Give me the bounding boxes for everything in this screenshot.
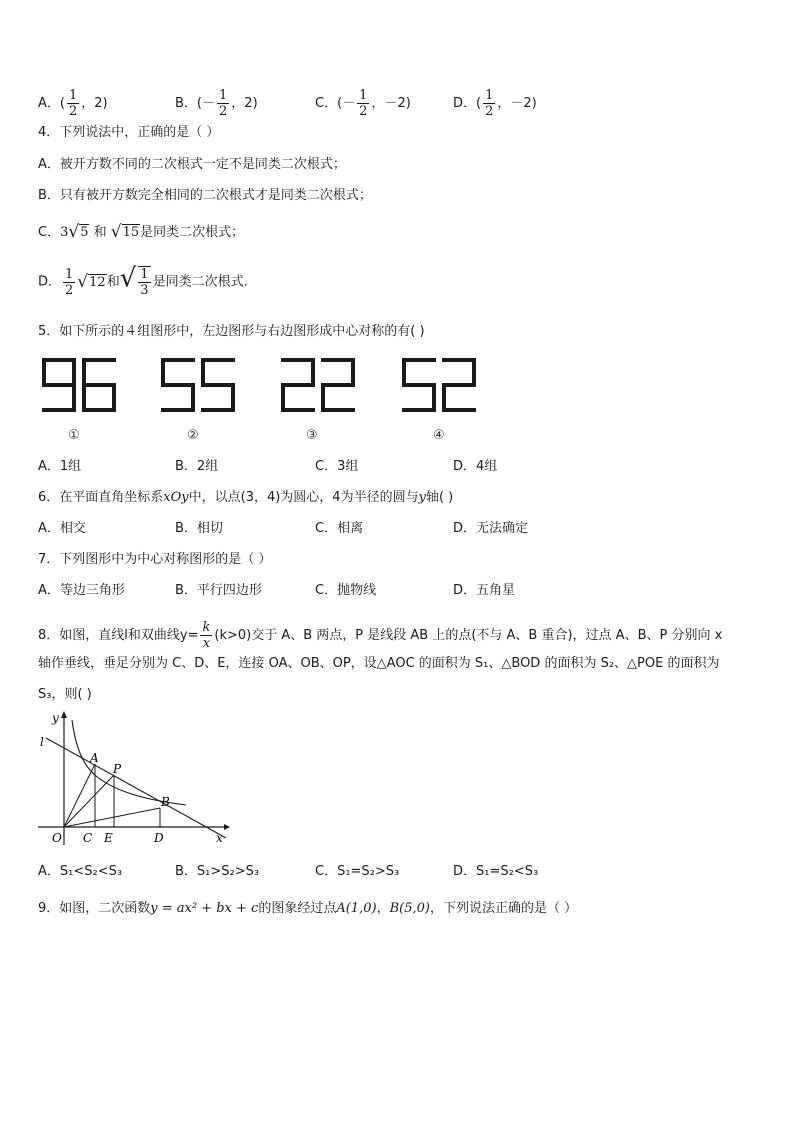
option-tail: ，2) xyxy=(231,96,258,111)
q4-option-a: A．被开方数不同的二次根式一定不是同类二次根式； xyxy=(38,157,346,172)
q4-option-c xyxy=(38,223,244,242)
option-letter: D．( xyxy=(453,96,482,111)
label-P: P xyxy=(113,762,122,776)
fraction xyxy=(357,88,369,119)
stem-variable: y xyxy=(418,490,426,505)
q8-stem-line3: S₃，则( ) xyxy=(38,687,92,702)
option-tail: ，－2) xyxy=(371,96,411,111)
q7-option-c: C．抛物线 xyxy=(315,583,377,598)
q3-option-d xyxy=(453,88,537,119)
denominator: 2 xyxy=(65,282,74,298)
q3-option-a xyxy=(38,88,108,119)
fraction xyxy=(483,88,495,119)
denominator: 2 xyxy=(485,104,494,119)
q7-option-d: D．五角星 xyxy=(453,583,516,598)
point-b: B(5,0) xyxy=(389,901,430,916)
label-x: x xyxy=(216,831,223,845)
conjunction: 和 xyxy=(106,274,120,290)
option-letter: C．( xyxy=(315,96,343,111)
stem-text: (k>0)交于 A、B 两点，P 是线段 AB 上的点(不与 A、B 重合)，过点 A、B、P 分别向 x xyxy=(214,628,723,643)
segment-OB xyxy=(64,808,160,827)
q4-option-d xyxy=(38,263,248,298)
q7-option-a: A．等边三角形 xyxy=(38,583,125,598)
option-letter: C． xyxy=(38,225,61,240)
digit-pair-2 xyxy=(163,360,233,410)
label-B: B xyxy=(161,795,170,809)
radicand: 5 xyxy=(80,225,89,240)
option-suffix: 是同类二次根式； xyxy=(140,225,245,240)
q7-option-b: B．平行四边形 xyxy=(175,583,262,598)
q5-option-c: C．3组 xyxy=(315,459,359,474)
q5-option-a: A．1组 xyxy=(38,459,82,474)
x-axis-arrow xyxy=(224,824,230,830)
option-suffix: 是同类二次根式. xyxy=(152,274,248,290)
point-a: A(1,0) xyxy=(336,901,377,916)
function-expression: y = ax² + bx + c xyxy=(150,901,259,916)
numerator: 1 xyxy=(68,88,78,103)
fraction xyxy=(200,620,212,651)
q5-figure-label-3: ③ xyxy=(306,428,318,443)
segment-OA xyxy=(64,764,95,827)
fraction xyxy=(217,88,229,119)
segment-OP xyxy=(64,775,114,827)
q6-option-d: D．无法确定 xyxy=(453,521,529,536)
option-letter: B．( xyxy=(175,96,202,111)
label-y: y xyxy=(52,711,59,725)
numerator: 1 xyxy=(140,267,149,282)
q4-option-b: B．只有被开方数完全相同的二次根式才是同类二次根式； xyxy=(38,188,372,203)
radical: √5 xyxy=(68,222,89,242)
digit-pair-3 xyxy=(283,360,353,410)
conjunction: 和 xyxy=(93,225,107,240)
option-letter: A．( xyxy=(38,96,65,111)
fraction xyxy=(67,88,79,119)
q6-stem xyxy=(38,489,453,507)
radicand: 15 xyxy=(122,225,140,240)
digit-pair-1 xyxy=(44,360,114,410)
q8-option-b: B．S₁>S₂>S₃ xyxy=(175,864,260,879)
q8-stem-line2: 轴作垂线，垂足分别为 C、D、E，连接 OA、OB、OP，设△AOC 的面积为 S₁、△BOD 的面积为 S₂、△POE 的面积为 xyxy=(38,656,720,671)
option-tail: ，2) xyxy=(81,96,108,111)
stem-variable: xOy xyxy=(163,490,189,505)
q5-figure-label-4: ④ xyxy=(433,428,445,443)
fraction xyxy=(63,267,75,298)
label-l: l xyxy=(40,735,44,749)
option-tail: ，－2) xyxy=(497,96,537,111)
q6-option-c: C．相离 xyxy=(315,521,364,536)
label-A: A xyxy=(90,751,99,765)
stem-text: 的图象经过点 xyxy=(258,901,337,916)
radical: √ $\frac{1}{3}$ xyxy=(119,263,149,298)
radicand: 12 xyxy=(89,274,106,290)
label-O: O xyxy=(52,831,62,845)
q8-option-d: D．S₁=S₂<S₃ xyxy=(453,864,539,879)
denominator: 2 xyxy=(68,104,78,119)
numerator: 1 xyxy=(485,88,494,103)
label-E: E xyxy=(104,831,113,845)
denominator: 2 xyxy=(219,104,228,119)
q3-option-c xyxy=(315,88,411,119)
q5-stem: 5．如下所示的４组图形中，左边图形与右边图形成中心对称的有( ) xyxy=(38,324,425,339)
negative-sign: － xyxy=(342,96,356,111)
denominator: 2 xyxy=(359,104,368,119)
option-letter: D． xyxy=(38,274,62,290)
label-D: D xyxy=(154,831,164,845)
q8-option-a: A．S₁<S₂<S₃ xyxy=(38,864,123,879)
q5-option-d: D．4组 xyxy=(453,459,498,474)
stem-text: 6．在平面直角坐标系 xyxy=(38,490,164,505)
numerator: 1 xyxy=(65,266,74,282)
denominator: 3 xyxy=(140,283,149,298)
stem-text: ，下列说法正确的是（ ） xyxy=(429,901,578,916)
q7-stem: 7．下列图形中为中心对称图形的是（ ） xyxy=(38,552,272,567)
q8-graph xyxy=(36,710,236,850)
stem-text: 轴( ) xyxy=(425,490,454,505)
denominator: x xyxy=(202,636,211,651)
y-axis-arrow xyxy=(61,711,67,718)
q5-digit-figures xyxy=(0,355,794,415)
numerator: 1 xyxy=(219,88,228,103)
q8-option-c: C．S₁=S₂>S₃ xyxy=(315,864,400,879)
label-C: C xyxy=(83,831,93,845)
stem-text: 8．如图，直线l和双曲线y= xyxy=(38,628,199,643)
negative-sign: － xyxy=(202,96,216,111)
q5-option-b: B．2组 xyxy=(175,459,219,474)
q6-option-b: B．相切 xyxy=(175,521,223,536)
line-l xyxy=(46,738,226,838)
q5-figure-label-1: ① xyxy=(68,428,80,443)
radical: √12 xyxy=(77,271,106,292)
coefficient: 3 xyxy=(60,225,69,240)
stem-text: 中，以点(3，4)为圆心，4为半径的圆与 xyxy=(188,490,419,505)
numerator: 1 xyxy=(359,88,368,103)
q6-option-a: A．相交 xyxy=(38,521,86,536)
q5-figure-label-2: ② xyxy=(187,428,199,443)
q8-stem-line1 xyxy=(38,620,722,651)
numerator: k xyxy=(202,620,211,635)
separator: ， xyxy=(376,901,390,916)
q3-option-b xyxy=(175,88,258,119)
stem-text: 9．如图，二次函数 xyxy=(38,901,151,916)
q4-stem: 4．下列说法中，正确的是（ ） xyxy=(38,125,220,140)
digit-pair-4 xyxy=(404,360,474,410)
radical: √15 xyxy=(110,222,140,242)
q9-stem xyxy=(38,900,577,918)
